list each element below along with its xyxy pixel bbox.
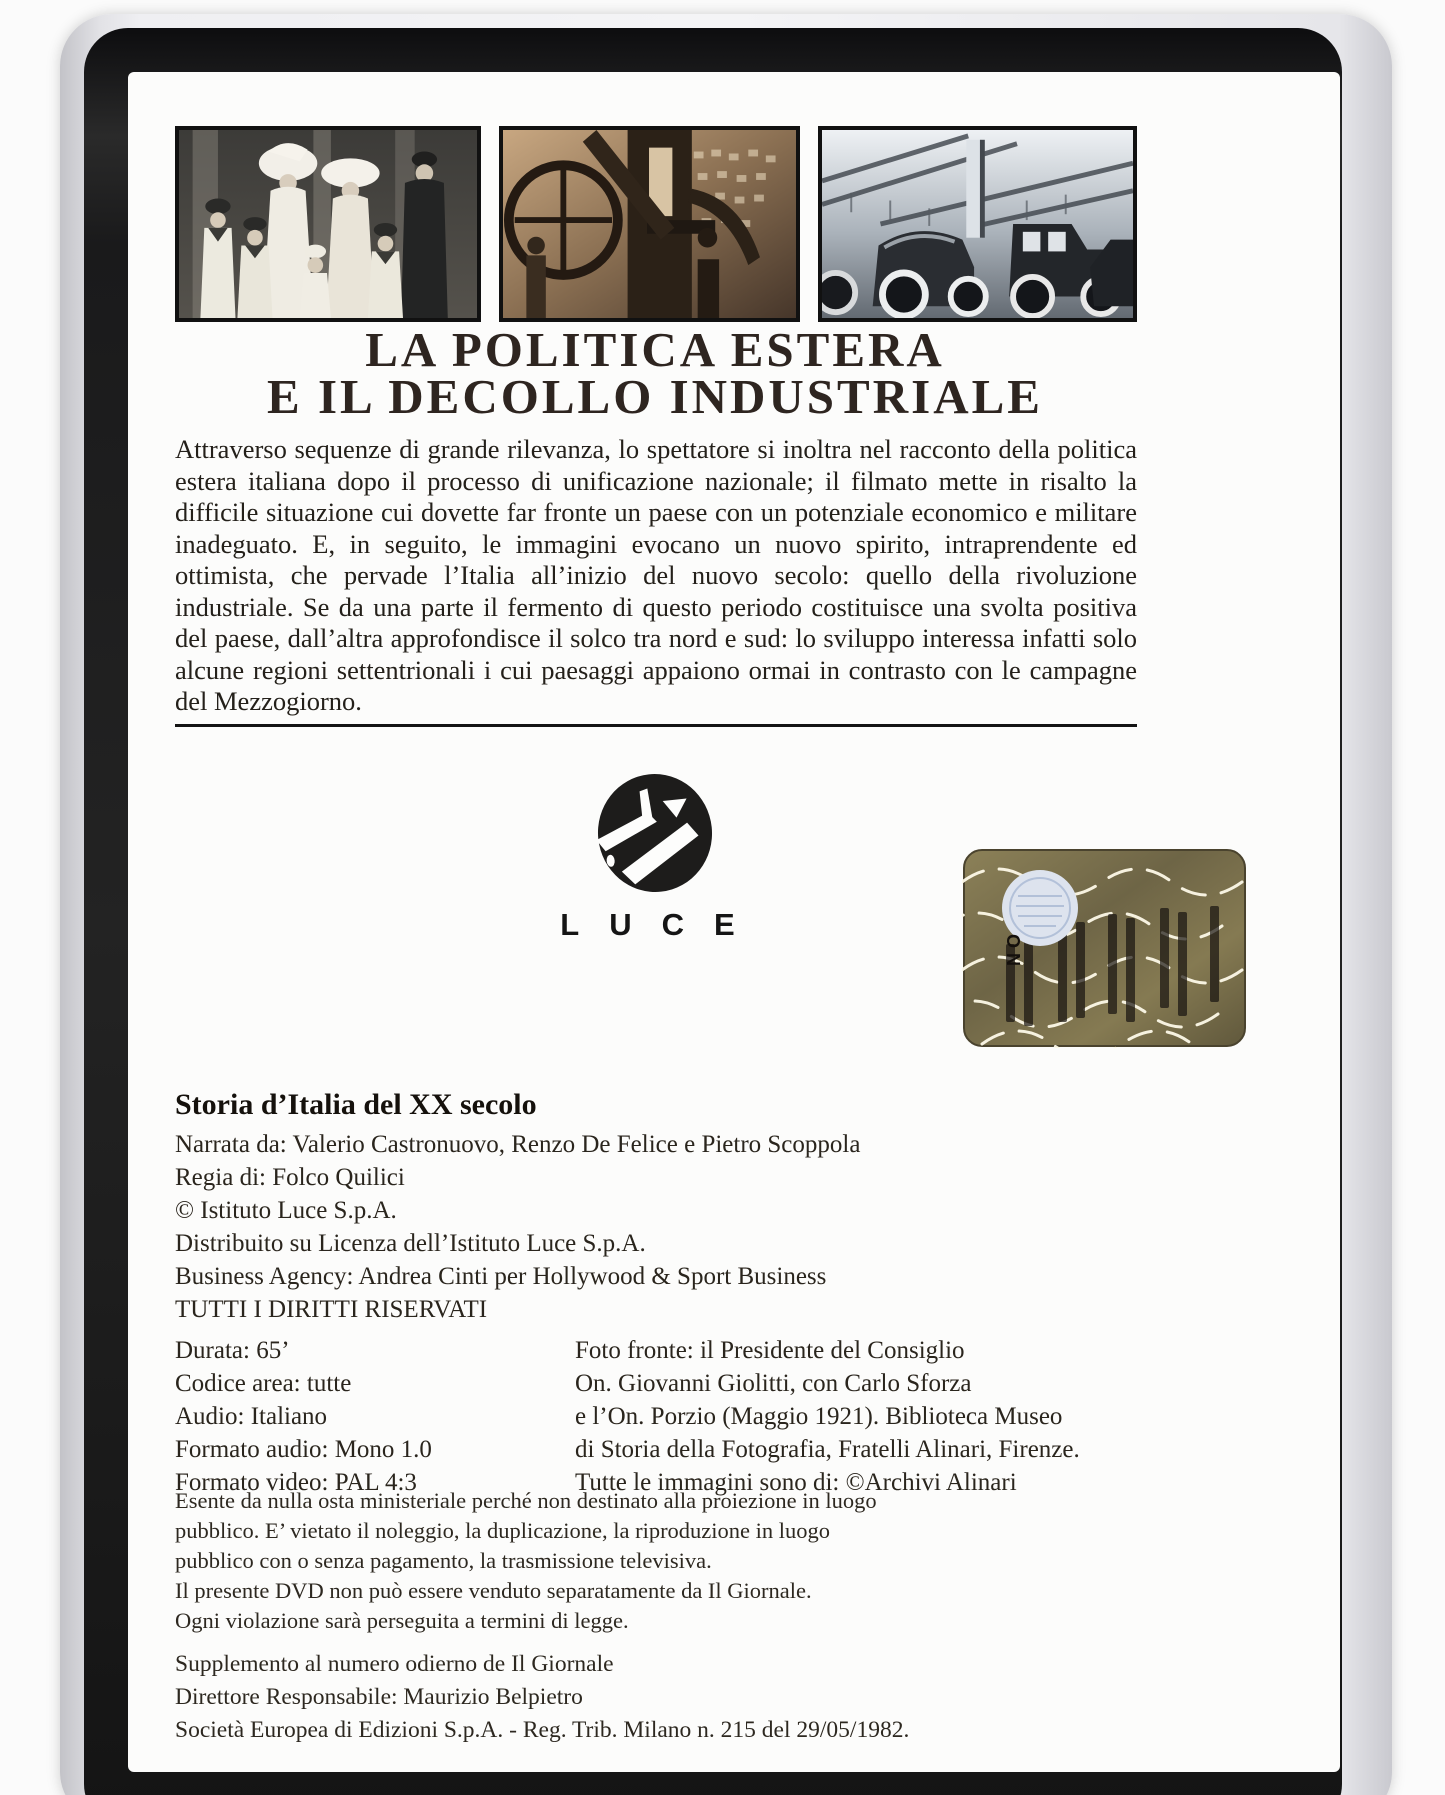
photo-credit-line: On. Giovanni Giolitti, con Carlo Sforza <box>575 1370 972 1397</box>
spec-audio: Audio: Italiano <box>175 1403 328 1430</box>
divider-rule <box>175 724 1137 727</box>
spec-codice-area: Codice area: tutte <box>175 1370 352 1397</box>
credit-regia: Regia di: Folco Quilici <box>175 1164 405 1191</box>
publisher-supplemento: Supplemento al numero odierno de Il Giornale <box>175 1651 614 1677</box>
photo-strip <box>175 126 1137 322</box>
spec-formato-video: Formato video: PAL 4:3 <box>175 1469 417 1496</box>
photo-credit-line: di Storia della Fotografia, Fratelli Alinari, Firenze. <box>575 1436 1080 1463</box>
legal-line: pubblico con o senza pagamento, la trasmissione televisiva. <box>175 1548 712 1573</box>
automobile-garage-photo <box>818 126 1137 322</box>
legal-line: Ogni violazione sarà perseguita a termini di legge. <box>175 1608 629 1633</box>
credit-copyright: © Istituto Luce S.p.A. <box>175 1197 397 1224</box>
title-line-1: LA POLITICA ESTERA <box>365 322 945 377</box>
synopsis-paragraph: Attraverso sequenze di grande rilevanza, lo spettatore si inoltra nel racconto della politica estera italiana dopo il processo di unificazione nazionale; il filmato mette in risalto la difficile situazione cui dovette far fronte un paese con un potenziale economico e militare inadeguato. E, in seguito, le immagini evocano un nuovo spirito, intraprendente ed ottimista, che pervade l’Italia all’inizio del nuovo secolo: quello della rivoluzione industriale. Se da una parte il fermento di questo periodo costituisce una svolta positiva del paese, dall’altra approfondisce il solco tra nord e sud: lo sviluppo interessa infatti solo alcune regioni settentrionali i cui paesaggi appaiono ormai in contrasto con le campagne del Mezzogiorno. <box>175 434 1137 716</box>
credit-diritti: TUTTI I DIRITTI RISERVATI <box>175 1296 488 1323</box>
credit-distribuito: Distribuito su Licenza dell’Istituto Luce S.p.A. <box>175 1230 646 1257</box>
legal-line: pubblico. E’ vietato il noleggio, la duplicazione, la riproduzione in luogo <box>175 1518 831 1543</box>
publisher-block <box>175 1648 909 1747</box>
siae-hologram-sticker <box>962 848 1247 1048</box>
specs-block <box>175 1334 432 1499</box>
sticker-letters: N O <box>1004 933 1024 966</box>
photo-credit-line: e l’On. Porzio (Maggio 1921). Biblioteca Museo <box>575 1403 1063 1430</box>
factory-machine-photo <box>499 126 800 322</box>
photo-credit-line: Foto fronte: il Presidente del Consiglio <box>575 1337 965 1364</box>
cover-title <box>155 322 1155 424</box>
legal-line: Il presente DVD non può essere venduto separatamente da Il Giornale. <box>175 1578 812 1603</box>
credits-block <box>175 1128 860 1326</box>
credit-narrata: Narrata da: Valerio Castronuovo, Renzo De Felice e Pietro Scoppola <box>175 1131 861 1158</box>
legal-line: Esente da nulla osta ministeriale perché non destinato alla proiezione in luogo <box>175 1488 877 1513</box>
publisher-direttore: Direttore Responsabile: Maurizio Belpietro <box>175 1684 583 1710</box>
series-title: Storia d’Italia del XX secolo <box>175 1088 537 1121</box>
legal-notice-block <box>175 1486 877 1636</box>
spec-formato-audio: Formato audio: Mono 1.0 <box>175 1436 432 1463</box>
family-portrait-photo <box>175 126 481 322</box>
luce-logo-block <box>535 772 775 943</box>
luce-logo-icon <box>592 772 718 894</box>
photo-credit-line: Tutte le immagini sono di: ©Archivi Alinari <box>575 1469 1017 1496</box>
back-cover-insert <box>128 72 1340 1772</box>
title-line-2: E IL DECOLLO INDUSTRIALE <box>267 369 1043 424</box>
spec-durata: Durata: 65’ <box>175 1337 290 1364</box>
publisher-societa: Società Europea di Edizioni S.p.A. - Reg. Trib. Milano n. 215 del 29/05/1982. <box>175 1717 910 1743</box>
credit-business-agency: Business Agency: Andrea Cinti per Hollywood & Sport Business <box>175 1263 827 1290</box>
photo-credit-block <box>575 1334 1080 1499</box>
luce-wordmark: LUCE <box>560 907 765 942</box>
